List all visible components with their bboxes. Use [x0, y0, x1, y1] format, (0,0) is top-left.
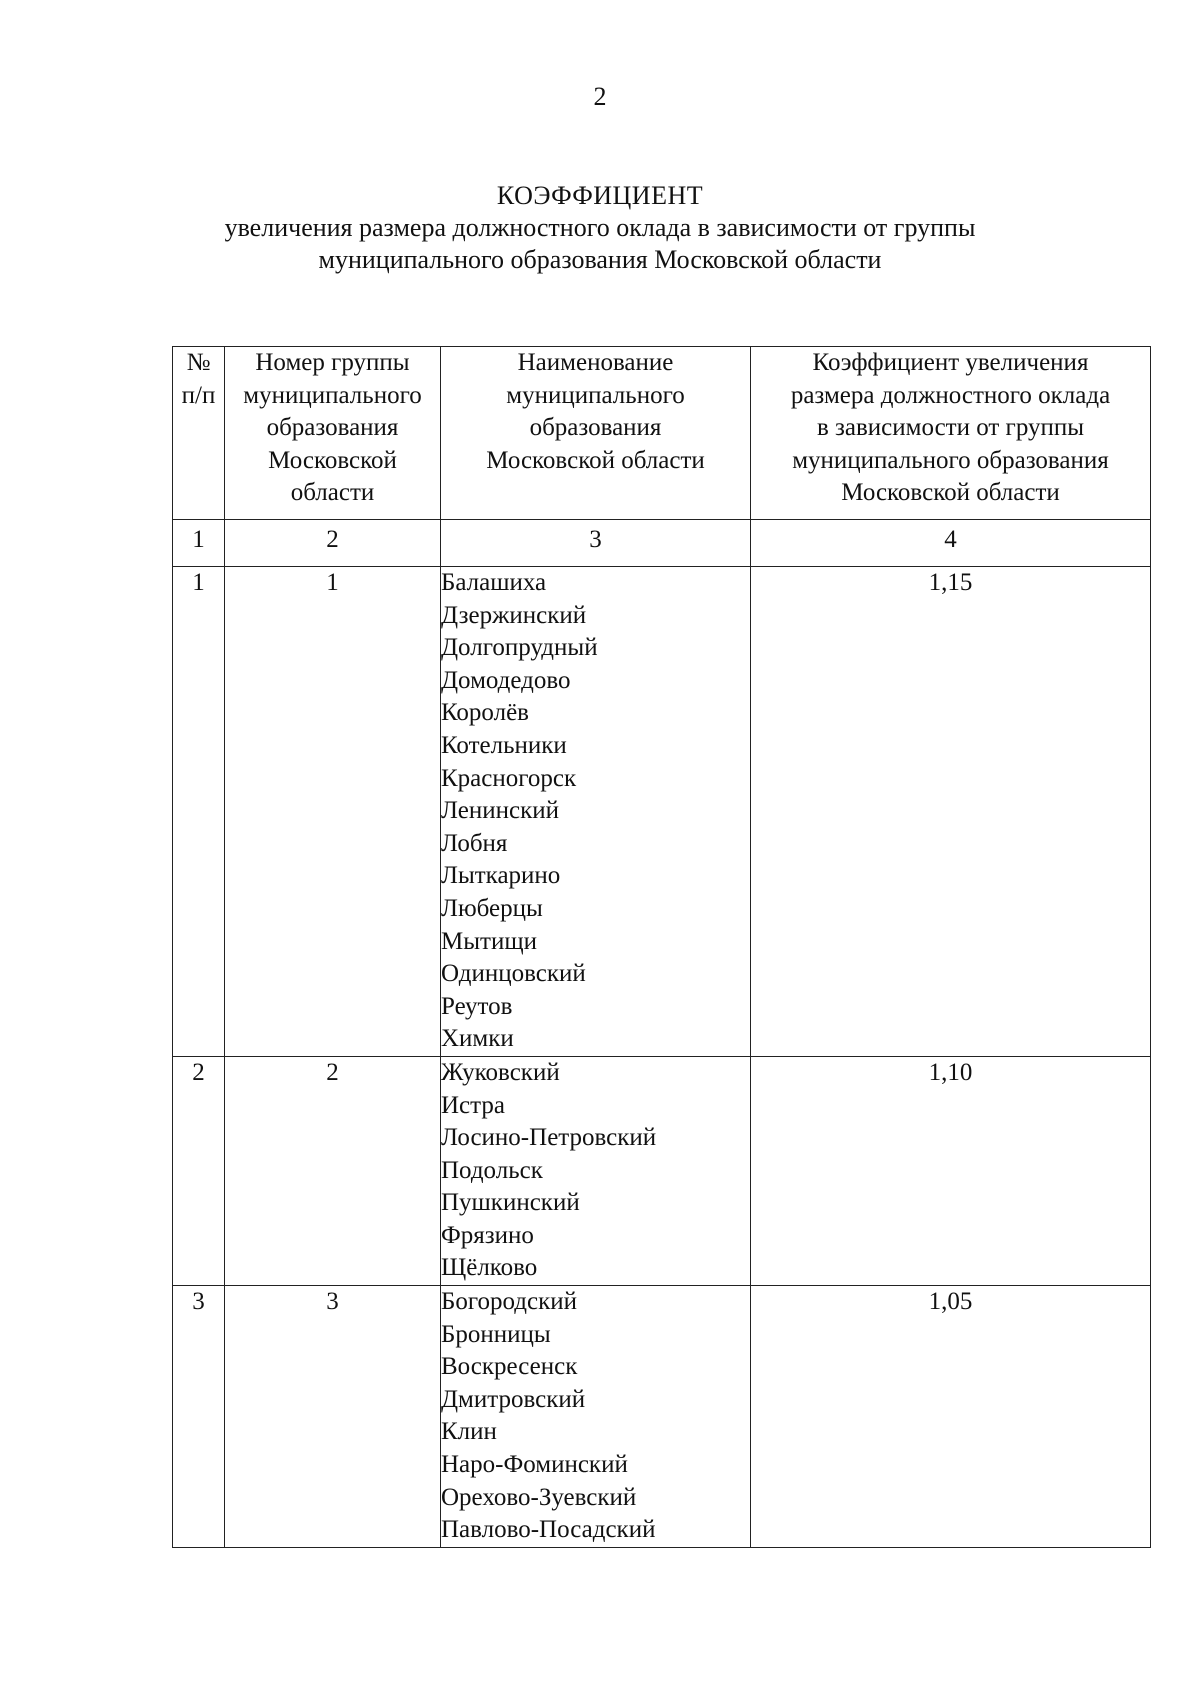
- header-line: п/п: [181, 381, 216, 409]
- header-coefficient: [751, 347, 1151, 520]
- table-header-row: [173, 347, 1151, 520]
- header-municipality-name: [441, 347, 751, 520]
- document-title-block: [0, 180, 1200, 276]
- municipality-name: Красногорск: [441, 764, 577, 792]
- municipality-name: Домодедово: [441, 666, 571, 694]
- column-number: 4: [751, 520, 1151, 567]
- municipality-name: Наро-Фоминский: [441, 1451, 628, 1479]
- column-number: 2: [225, 520, 441, 567]
- municipality-name: Дзержинский: [441, 601, 587, 629]
- row-municipality-list: [441, 1286, 751, 1548]
- header-group-number: [225, 347, 441, 520]
- municipality-name: Ленинский: [441, 797, 560, 825]
- row-municipality-list: [441, 1056, 751, 1285]
- header-line: Коэффициент увеличения: [812, 349, 1089, 376]
- municipality-name: Подольск: [441, 1156, 543, 1184]
- municipality-name: Орехово-Зуевский: [441, 1483, 637, 1511]
- header-line: Номер группы: [255, 349, 410, 376]
- header-line: Наименование: [517, 349, 674, 376]
- column-number: 1: [173, 520, 225, 567]
- table-row: [173, 1056, 1151, 1285]
- header-line: муниципального: [243, 381, 422, 409]
- header-line: образования: [266, 414, 399, 442]
- municipality-name: Мытищи: [441, 927, 537, 955]
- table-body: [173, 567, 1151, 1548]
- table-row: [173, 567, 1151, 1057]
- header-line: Московской области: [841, 479, 1060, 507]
- municipality-name: Королёв: [441, 699, 529, 727]
- document-title: КОЭФФИЦИЕНТ: [496, 181, 704, 210]
- municipality-name: Богородский: [441, 1288, 577, 1316]
- row-municipality-list: [441, 567, 751, 1057]
- municipality-name: Лосино-Петровский: [441, 1124, 657, 1152]
- header-line: образования: [529, 414, 662, 442]
- row-coefficient: 1,15: [751, 567, 1151, 1057]
- row-index: 3: [173, 1286, 225, 1548]
- municipality-name: Щёлково: [441, 1254, 538, 1282]
- header-line: области: [290, 479, 375, 507]
- column-number-row: [173, 520, 1151, 567]
- row-coefficient: 1,10: [751, 1056, 1151, 1285]
- municipality-name: Жуковский: [441, 1058, 560, 1086]
- municipality-name: Истра: [441, 1091, 505, 1119]
- header-line: муниципального образования: [792, 446, 1109, 474]
- municipality-name: Реутов: [441, 992, 513, 1020]
- municipality-name: Бронницы: [441, 1320, 551, 1348]
- header-line: в зависимости от группы: [816, 414, 1085, 442]
- municipality-name: Котельники: [441, 731, 567, 759]
- document-subtitle-line-1: увеличения размера должностного оклада в зависимости от группы: [224, 213, 976, 242]
- municipality-name: Воскресенск: [441, 1353, 578, 1381]
- row-index: 2: [173, 1056, 225, 1285]
- document-subtitle-line-2: муниципального образования Московской области: [318, 245, 882, 274]
- coefficient-table: [172, 346, 1151, 1548]
- municipality-name: Долгопрудный: [441, 634, 598, 662]
- municipality-name: Лобня: [441, 829, 508, 857]
- municipality-name: Химки: [441, 1025, 514, 1053]
- column-number: 3: [441, 520, 751, 567]
- header-line: Московской области: [486, 446, 705, 474]
- header-line: Московской: [268, 446, 397, 474]
- municipality-name: Лыткарино: [441, 862, 561, 890]
- municipality-name: Балашиха: [441, 569, 547, 596]
- header-line: размера должностного оклада: [790, 381, 1111, 409]
- header-index: [173, 347, 225, 520]
- municipality-name: Одинцовский: [441, 960, 586, 988]
- municipality-name: Люберцы: [441, 894, 543, 922]
- municipality-name: Пушкинский: [441, 1189, 580, 1217]
- header-line: муниципального: [506, 381, 685, 409]
- row-index: 1: [173, 567, 225, 1057]
- municipality-name: Дмитровский: [441, 1385, 586, 1413]
- header-line: №: [186, 349, 211, 376]
- page-number: 2: [593, 82, 607, 111]
- municipality-name: Павлово-Посадский: [441, 1516, 656, 1544]
- row-group-number: 2: [225, 1056, 441, 1285]
- municipality-name: Клин: [441, 1418, 497, 1446]
- municipality-name: Фрязино: [441, 1221, 534, 1249]
- row-group-number: 1: [225, 567, 441, 1057]
- row-coefficient: 1,05: [751, 1286, 1151, 1548]
- table-row: [173, 1286, 1151, 1548]
- row-group-number: 3: [225, 1286, 441, 1548]
